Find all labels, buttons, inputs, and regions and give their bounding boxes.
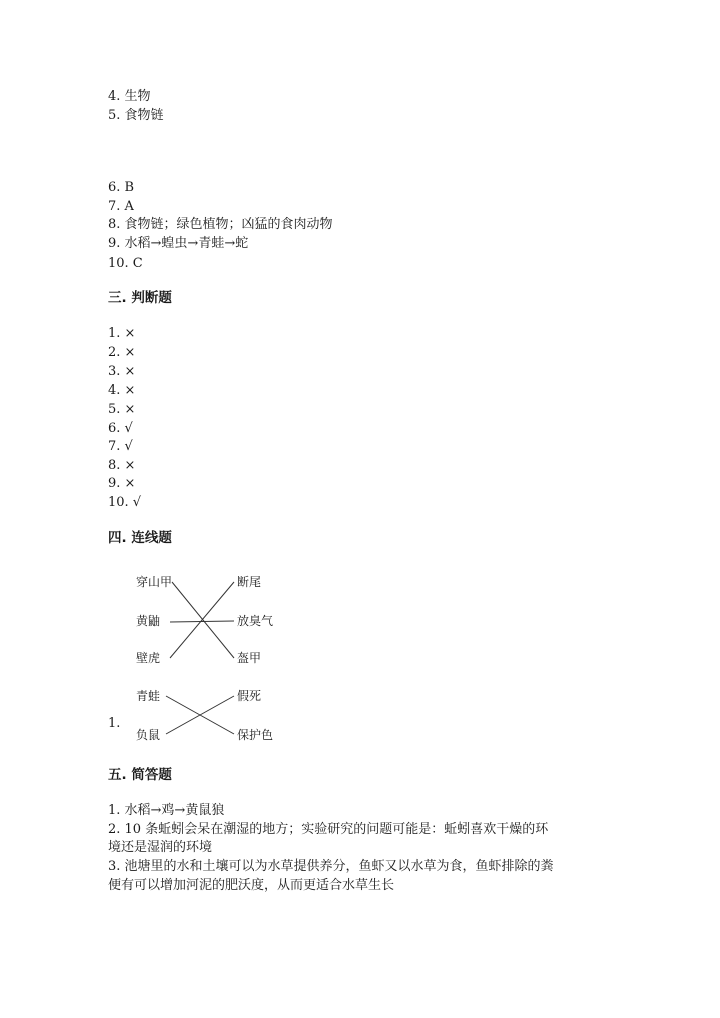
answer-line: 7. A <box>108 199 134 214</box>
short-answer-line: 便有可以增加河泥的肥沃度，从而更适合水草生长 <box>108 878 395 893</box>
answer-line: 8. 食物链；绿色植物；凶猛的食肉动物 <box>108 217 333 232</box>
section-heading-matching: 四. 连线题 <box>108 530 172 546</box>
match-left-label: 壁虎 <box>136 651 161 665</box>
match-left-label: 负鼠 <box>136 728 161 742</box>
match-right-label: 保护色 <box>237 728 274 742</box>
judgement-answer: 3. × <box>108 364 136 379</box>
answer-line: 10. C <box>108 256 143 271</box>
judgement-answer: 2. × <box>108 345 136 360</box>
match-right-label: 盔甲 <box>237 651 262 665</box>
answer-line: 5. 食物链 <box>108 108 164 123</box>
judgement-answer: 7. √ <box>108 439 133 454</box>
matching-item-number: 1. <box>108 716 121 731</box>
match-right-label: 断尾 <box>237 575 262 589</box>
match-left-label: 黄鼬 <box>136 614 161 628</box>
match-line <box>170 621 234 622</box>
short-answer-line: 1. 水稻→鸡→黄鼠狼 <box>108 803 225 818</box>
answer-line: 4. 生物 <box>108 89 151 104</box>
judgement-answer: 5. × <box>108 402 136 417</box>
match-right-label: 假死 <box>237 689 262 703</box>
section-heading-short-answer: 五. 简答题 <box>108 767 172 783</box>
section-heading-judgement: 三. 判断题 <box>108 290 172 306</box>
judgement-answer: 1. × <box>108 326 136 341</box>
short-answer-line: 2. 10 条蚯蚓会呆在潮湿的地方；实验研究的问题可能是：蚯蚓喜欢干燥的环 <box>108 822 549 837</box>
short-answer-line: 境还是湿润的环境 <box>108 840 213 855</box>
short-answer-line: 3. 池塘里的水和土壤可以为水草提供养分，鱼虾又以水草为食，鱼虾排除的粪 <box>108 859 554 874</box>
answer-line: 6. B <box>108 180 135 195</box>
answer-line: 9. 水稻→蝗虫→青蛙→蛇 <box>108 236 249 251</box>
match-left-label: 穿山甲 <box>136 575 173 589</box>
judgement-answer: 10. √ <box>108 495 142 510</box>
judgement-answer: 4. × <box>108 383 136 398</box>
judgement-answer: 8. × <box>108 458 136 473</box>
match-left-label: 青蛙 <box>136 689 161 703</box>
judgement-answer: 6. √ <box>108 421 133 436</box>
judgement-answer: 9. × <box>108 476 136 491</box>
match-right-label: 放臭气 <box>237 614 274 628</box>
